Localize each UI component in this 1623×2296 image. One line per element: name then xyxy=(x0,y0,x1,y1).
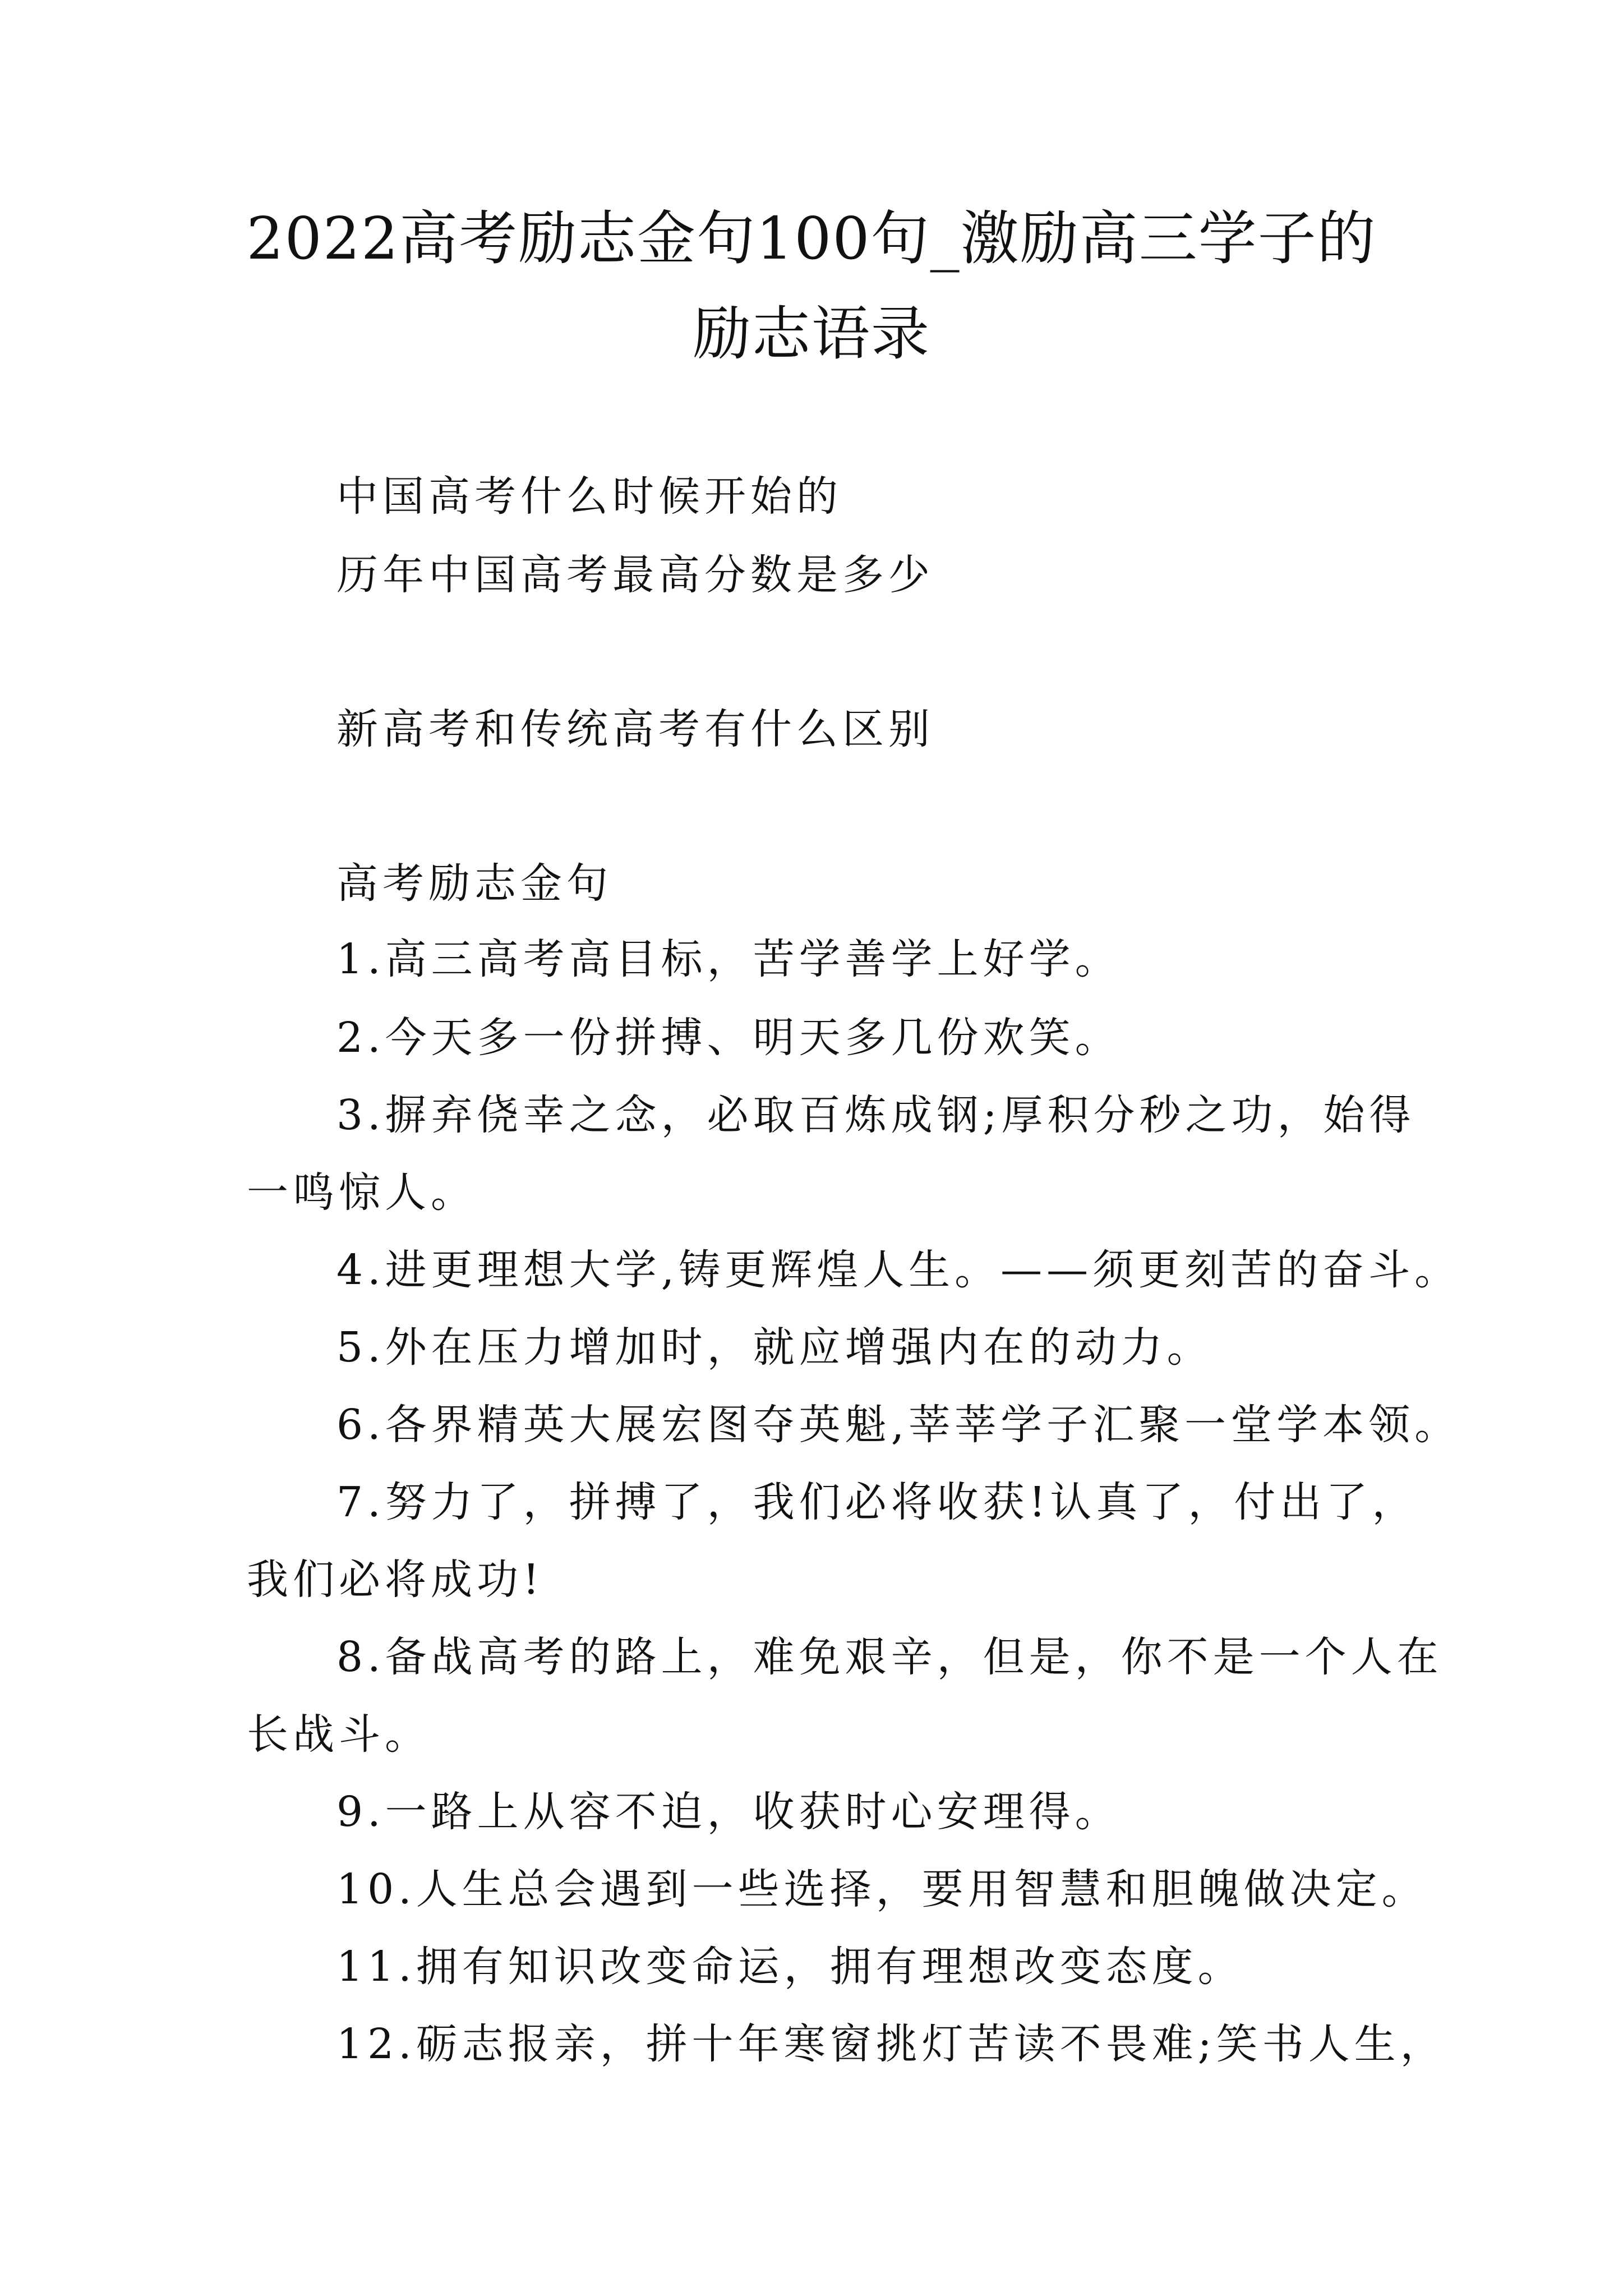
quote-6: 6.各界精英大展宏图夺英魁,莘莘学子汇聚一堂学本领。 xyxy=(336,1401,1461,1449)
quote-2: 2.今天多一份拼搏、明天多几份欢笑。 xyxy=(336,1014,1121,1062)
quote-7-line-1: 7.努力了，拼搏了，我们必将收获!认真了，付出了， xyxy=(336,1478,1418,1526)
quote-10: 10.人生总会遇到一些选择，要用智慧和胆魄做决定。 xyxy=(336,1865,1428,1913)
quote-11: 11.拥有知识改变命运，拥有理想改变态度。 xyxy=(336,1943,1244,1991)
related-link-1[interactable]: 中国高考什么时候开始的 xyxy=(336,472,842,521)
section-heading: 高考励志金句 xyxy=(336,859,612,908)
quote-8-line-2: 长战斗。 xyxy=(247,1710,431,1759)
document-title xyxy=(213,191,1410,381)
quote-1: 1.高三高考高目标，苦学善学上好学。 xyxy=(336,935,1121,983)
title-line-2: 励志语录 xyxy=(692,300,930,368)
quote-7-line-2: 我们必将成功! xyxy=(247,1556,544,1604)
quote-9: 9.一路上从容不迫，收获时心安理得。 xyxy=(336,1788,1121,1836)
quote-8-line-1: 8.备战高考的路上，难免艰辛，但是，你不是一个人在 xyxy=(336,1633,1443,1681)
quote-3-line-1: 3.摒弃侥幸之念，必取百炼成钢;厚积分秒之功，始得 xyxy=(336,1091,1415,1139)
title-line-1: 2022高考励志金句100句_激励高三学子的 xyxy=(246,204,1377,273)
quote-3-line-2: 一鸣惊人。 xyxy=(247,1168,477,1217)
quote-4: 4.进更理想大学,铸更辉煌人生。——须更刻苦的奋斗。 xyxy=(336,1246,1461,1294)
related-link-2[interactable]: 历年中国高考最高分数是多少 xyxy=(336,551,934,599)
quote-5: 5.外在压力增加时，就应增强内在的动力。 xyxy=(336,1323,1213,1372)
related-link-3[interactable]: 新高考和传统高考有什么区别 xyxy=(336,705,934,753)
quote-12: 12.砺志报亲，拼十年寒窗挑灯苦读不畏难;笑书人生， xyxy=(336,2020,1446,2068)
